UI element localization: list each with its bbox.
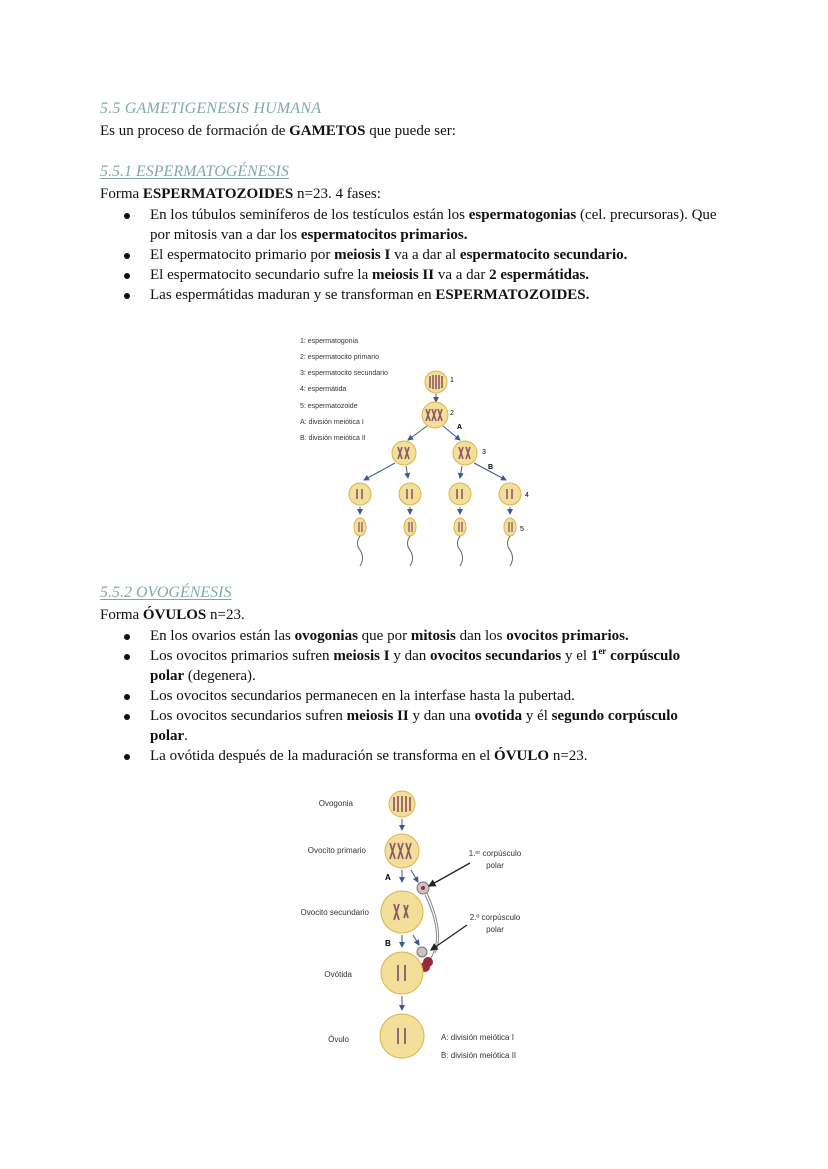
lead-bold: ESPERMATOZOIDES [142, 186, 294, 202]
legend-b: B: división meiótica II [300, 435, 366, 442]
bullet-text: Las espermátidas maduran y se transforman en [150, 287, 436, 303]
oogenesis-diagram [295, 785, 545, 1070]
bullet-bold: corpúsculo polar [150, 648, 681, 684]
bullet-bold: meiosis II [372, 267, 435, 283]
lead-text-end: n=23. 4 fases: [293, 186, 381, 202]
bullet-bold: 1 [590, 648, 599, 664]
lead-text: Forma [100, 186, 143, 202]
lead-text: Forma [100, 607, 143, 623]
main-heading: 5.5 GAMETIGENESIS HUMANA [100, 100, 322, 117]
bullet-text: Los ovocitos primarios sufren [150, 648, 334, 664]
spermatogenesis-diagram [290, 330, 540, 580]
bullet-text: (cel. precursoras). Que por mitosis van a dar los [150, 207, 717, 243]
bullet-text: va a dar [434, 267, 490, 283]
ootid-cell [381, 952, 423, 994]
list-item [120, 205, 730, 245]
list-item [120, 265, 730, 285]
list-item [120, 245, 730, 265]
secondary-spermatocyte-cell [392, 441, 416, 465]
stage-ovulo: Óvulo [328, 1035, 349, 1044]
oogenesis-list [120, 626, 710, 766]
stage-ovocito-primario: Ovocito primario [307, 846, 366, 855]
stage-ovotida: Ovótida [324, 970, 352, 979]
label-3: 3 [482, 449, 486, 456]
bullet-bold: ESPERMATOZOIDES. [435, 287, 590, 303]
bullet-bold: espermatogonias [468, 207, 577, 223]
legend-2: 2: espermatocito primario [300, 354, 379, 361]
bullet-text: y el [561, 648, 591, 664]
bullet-bold: meiosis II [346, 708, 409, 724]
bullet-text: Los ovocitos secundarios permanecen en la interfase hasta la pubertad. [150, 688, 575, 704]
spermatogonia-cell [425, 371, 447, 393]
bullet-bold: ovogonias [294, 628, 358, 644]
bullet-text: va a dar al [390, 247, 460, 263]
bullet-text: y dan [389, 648, 430, 664]
bullet-text: (degenera). [184, 668, 256, 684]
legend-1: 1: espermatogonia [300, 338, 358, 345]
spermatozoa [354, 518, 516, 536]
bullet-text: Los ovocitos secundarios sufren [150, 708, 347, 724]
bullet-bold: 2 espermátidas. [489, 267, 590, 283]
primary-oocyte-cell [385, 834, 419, 868]
bullet-text: La ovótida después de la maduración se transforma en el [150, 748, 495, 764]
bullet-bold: ovocitos secundarios [429, 648, 562, 664]
bullet-bold: meiosis I [334, 247, 391, 263]
label-1: 1 [450, 377, 454, 384]
list-item [120, 626, 710, 646]
spermatogenesis-lead [100, 184, 381, 204]
bullet-bold: mitosis [410, 628, 456, 644]
polar1-label-2: polar [486, 861, 504, 870]
intro-paragraph [100, 121, 456, 141]
polar2-label: 2.º corpúsculo [469, 913, 521, 922]
label-5: 5 [520, 526, 524, 533]
bullet-bold: meiosis I [333, 648, 390, 664]
legend-a: A: división meiótica I [441, 1033, 514, 1042]
bullet-text: En los ovarios están las [150, 628, 295, 644]
polar1-label: 1.ᵉʳ corpúsculo [468, 849, 522, 858]
primary-spermatocyte-cell [422, 402, 448, 428]
label-4: 4 [525, 492, 529, 499]
list-item [120, 686, 710, 706]
bullet-bold: segundo corpúsculo polar [150, 708, 678, 744]
bullet-text: dan los [455, 628, 507, 644]
secondary-oocyte-cell [381, 891, 423, 933]
legend-4: 4: espermátida [300, 386, 347, 393]
label-2: 2 [450, 410, 454, 417]
spermatogenesis-heading: 5.5.1 ESPERMATOGÉNESIS [100, 163, 289, 180]
bullet-text: El espermatocito primario por [150, 247, 335, 263]
bullet-text: n=23. [549, 748, 588, 764]
bullet-text: y dan una [408, 708, 475, 724]
bullet-bold: ovotida [474, 708, 523, 724]
oogenesis-lead [100, 605, 245, 625]
stage-ovogonia: Ovogonia [318, 799, 353, 808]
intro-bold: GAMETOS [289, 123, 366, 139]
secondary-spermatocyte-cell [453, 441, 477, 465]
label-a: A [385, 873, 391, 882]
bullet-text: y él [522, 708, 552, 724]
list-item [120, 706, 710, 746]
legend-3: 3: espermatocito secundario [300, 370, 388, 377]
bullet-text: El espermatocito secundario sufre la [150, 267, 372, 283]
bullet-text: En los túbulos seminíferos de los testículos están los [150, 207, 469, 223]
oogenesis-heading: 5.5.2 OVOGÉNESIS [100, 584, 232, 601]
polar2-label-2: polar [486, 925, 504, 934]
bullet-bold: ÓVULO [494, 748, 550, 764]
bullet-bold: ovocitos primarios. [506, 628, 629, 644]
spermatid-cells [349, 483, 521, 505]
legend-5: 5: espermatozoide [300, 403, 358, 410]
bullet-bold: espermatocitos primarios. [300, 227, 468, 243]
intro-text: Es un proceso de formación de [100, 123, 290, 139]
spermatogenesis-list [120, 205, 730, 305]
stage-ovocito-secundario: Ovocito secundario [300, 908, 369, 917]
bullet-text: que por [357, 628, 411, 644]
list-item [120, 646, 710, 686]
list-item [120, 285, 730, 305]
list-item [120, 746, 710, 766]
ovum-cell [380, 1014, 424, 1058]
lead-text-end: n=23. [206, 607, 245, 623]
label-a: A [457, 424, 463, 431]
legend-b: B: división meiótica II [441, 1051, 517, 1060]
ovogonia-cell [389, 791, 415, 817]
intro-text-end: que puede ser: [365, 123, 456, 139]
bullet-sup: er [598, 646, 607, 656]
legend-a: A: división meiótica I [300, 419, 364, 426]
label-b: B [385, 939, 391, 948]
label-b: B [488, 464, 494, 471]
bullet-bold: espermatocito secundario. [459, 247, 628, 263]
lead-bold: ÓVULOS [142, 607, 207, 623]
bullet-text: . [184, 728, 188, 744]
